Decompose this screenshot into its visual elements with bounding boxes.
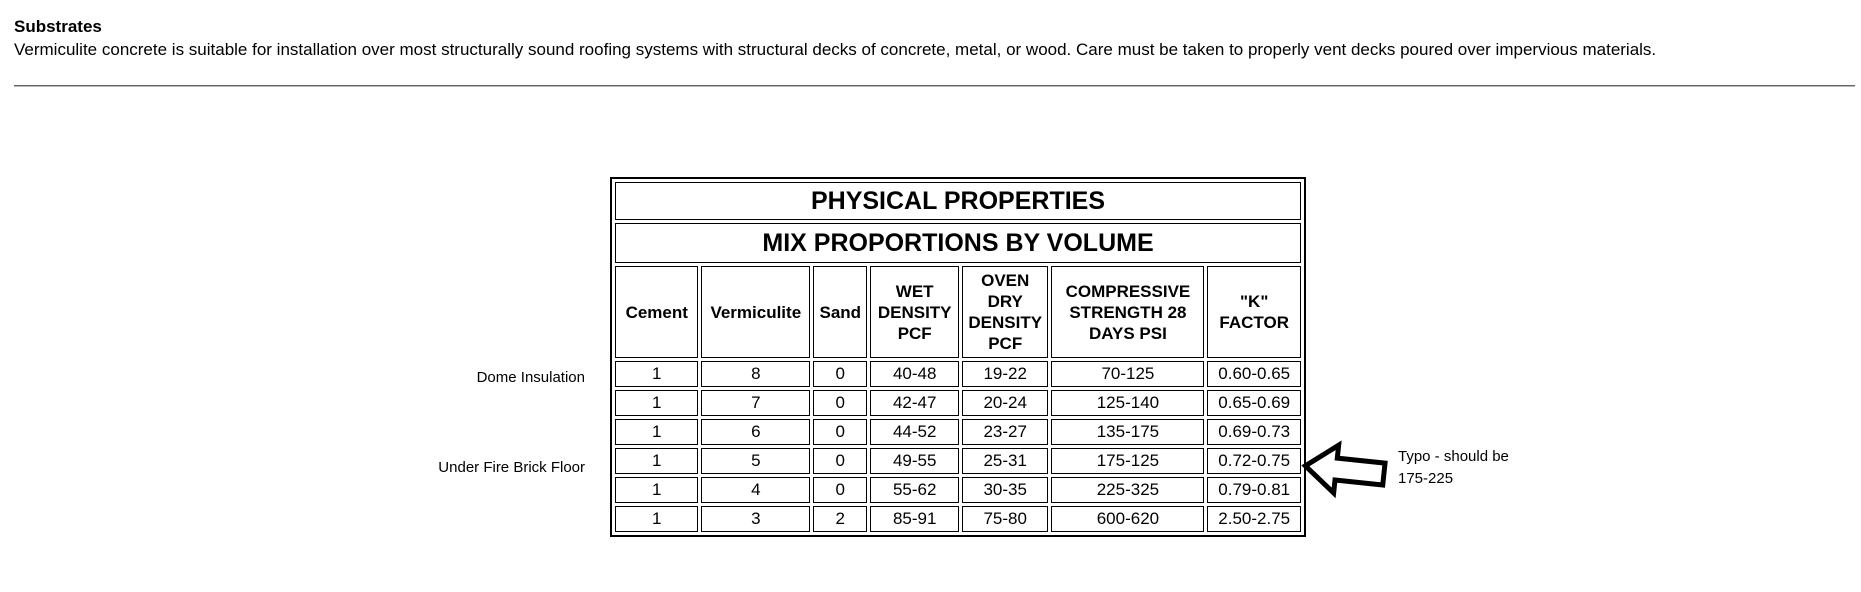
cell: 0: [813, 361, 867, 387]
cell: 85-91: [870, 506, 959, 532]
cell: 135-175: [1051, 419, 1204, 445]
typo-note: [1398, 446, 1509, 490]
cell-typo-value: 175-125: [1051, 448, 1204, 474]
typo-note-line2: 175-225: [1398, 470, 1454, 487]
cell: 23-27: [962, 419, 1049, 445]
left-arrow-icon: [1300, 440, 1392, 507]
cell: 0: [813, 448, 867, 474]
table-row: [615, 390, 1301, 416]
cell: 0.65-0.69: [1207, 390, 1301, 416]
section-paragraph: Vermiculite concrete is suitable for installation over most structurally sound roofing systems with structural decks of concrete, metal, or wood. Care must be taken to properly vent decks poured over impervious materials.: [14, 40, 1657, 59]
cell: 6: [701, 419, 810, 445]
cell: 0: [813, 477, 867, 503]
table-row: [615, 419, 1301, 445]
cell: 1: [615, 390, 698, 416]
cell: 20-24: [962, 390, 1049, 416]
cell: 2.50-2.75: [1207, 506, 1301, 532]
cell: 70-125: [1051, 361, 1204, 387]
cell: 30-35: [962, 477, 1049, 503]
cell: 40-48: [870, 361, 959, 387]
cell: 25-31: [962, 448, 1049, 474]
table-row: [615, 477, 1301, 503]
table-row: [615, 361, 1301, 387]
cell: 2: [813, 506, 867, 532]
cell: 44-52: [870, 419, 959, 445]
table-row: [615, 506, 1301, 532]
cell: 600-620: [1051, 506, 1204, 532]
cell: 8: [701, 361, 810, 387]
cell: 0: [813, 390, 867, 416]
section-heading: Substrates: [14, 17, 102, 36]
cell: 3: [701, 506, 810, 532]
cell: 49-55: [870, 448, 959, 474]
cell: 4: [701, 477, 810, 503]
col-header-vermiculite: Vermiculite: [701, 266, 810, 358]
table-header-row: [615, 266, 1301, 358]
table-row-with-typo: [615, 448, 1301, 474]
col-header-oven-dry-density: OVEN DRY DENSITY PCF: [962, 266, 1049, 358]
cell: 1: [615, 361, 698, 387]
row-label-dome-insulation: Dome Insulation: [476, 369, 585, 386]
physical-properties-table: [610, 177, 1306, 537]
row-label-under-fire-brick-floor: Under Fire Brick Floor: [438, 459, 585, 476]
table-title: PHYSICAL PROPERTIES: [615, 182, 1301, 220]
cell: 1: [615, 477, 698, 503]
cell: 7: [701, 390, 810, 416]
cell: 75-80: [962, 506, 1049, 532]
cell: 1: [615, 419, 698, 445]
col-header-k-factor: "K" FACTOR: [1207, 266, 1301, 358]
table-title-row: [615, 182, 1301, 220]
horizontal-rule: [14, 85, 1855, 87]
cell: 0.72-0.75: [1207, 448, 1301, 474]
cell: 42-47: [870, 390, 959, 416]
table-subtitle-row: [615, 223, 1301, 263]
cell: 19-22: [962, 361, 1049, 387]
col-header-wet-density: WET DENSITY PCF: [870, 266, 959, 358]
col-header-sand: Sand: [813, 266, 867, 358]
document-text-block: [0, 0, 1855, 61]
cell: 5: [701, 448, 810, 474]
col-header-cement: Cement: [615, 266, 698, 358]
cell: 125-140: [1051, 390, 1204, 416]
col-header-compressive-strength: COMPRESSIVE STRENGTH 28 DAYS PSI: [1051, 266, 1204, 358]
cell: 0: [813, 419, 867, 445]
cell: 225-325: [1051, 477, 1204, 503]
cell: 0.69-0.73: [1207, 419, 1301, 445]
typo-note-line1: Typo - should be: [1398, 448, 1509, 465]
cell: 0.60-0.65: [1207, 361, 1301, 387]
cell: 1: [615, 448, 698, 474]
cell: 55-62: [870, 477, 959, 503]
cell: 1: [615, 506, 698, 532]
table-subtitle: MIX PROPORTIONS BY VOLUME: [615, 223, 1301, 263]
cell: 0.79-0.81: [1207, 477, 1301, 503]
